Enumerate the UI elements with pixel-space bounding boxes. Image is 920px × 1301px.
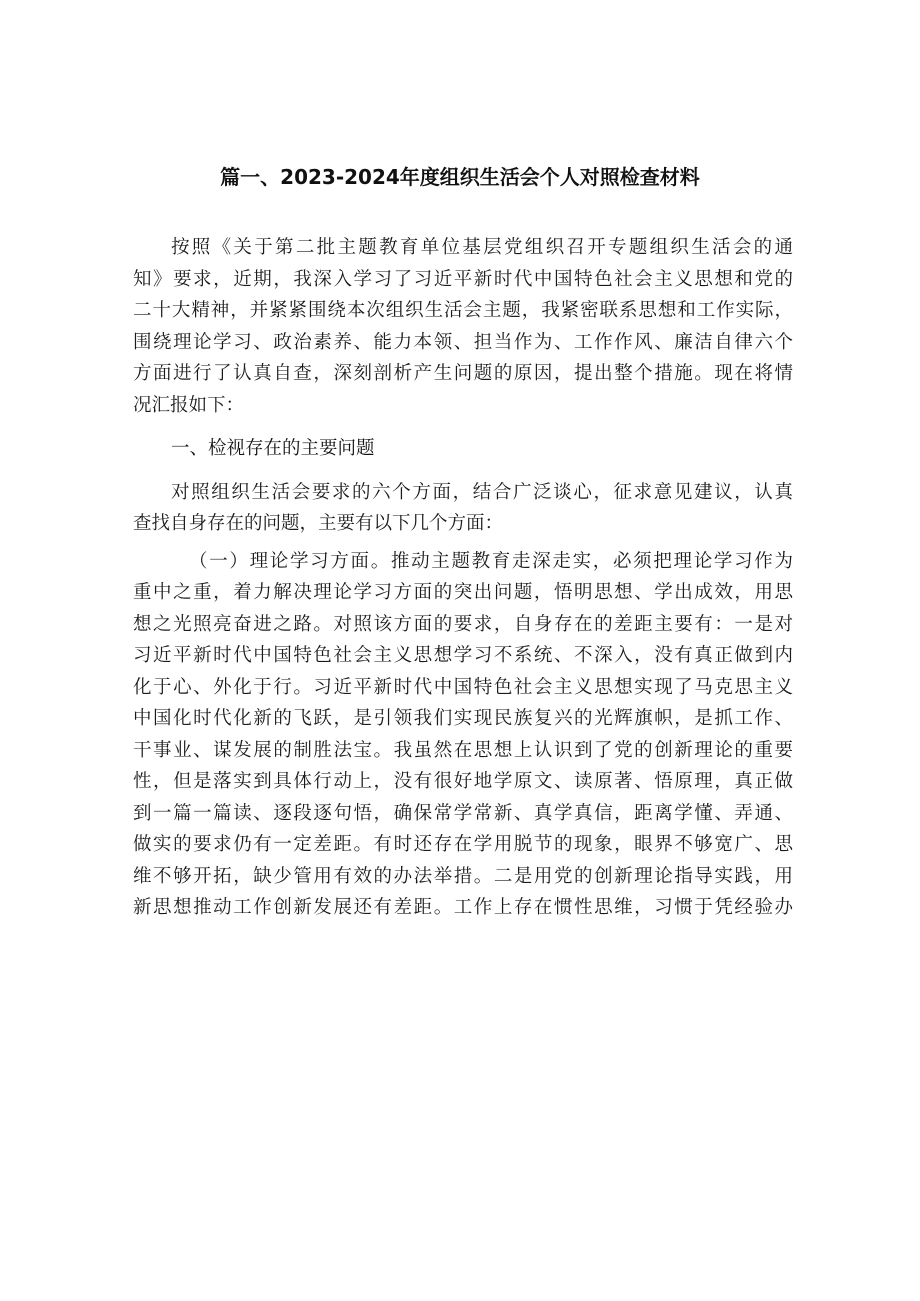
section-line: 查找自身存在的问题，主要有以下几个方面： (133, 513, 504, 534)
subsection-line: 干事业、谋发展的制胜法宝。我虽然在思想上认识到了党的创新理论的重要 (133, 739, 793, 761)
document-title: 篇一、2023-2024年度组织生活会个人对照检查材料 (220, 165, 700, 189)
subsection-line: 中国化时代化新的飞跃，是引领我们实现民族复兴的光辉旗帜，是抓工作、 (133, 708, 793, 729)
section-paragraph (133, 477, 793, 540)
document-body (133, 232, 793, 924)
section-heading: 一、检视存在的主要问题 (171, 438, 375, 459)
intro-line: 二十大精神，并紧紧围绕本次组织生活会主题，我紧密联系思想和工作实际， (133, 300, 793, 321)
subsection-line: 习近平新时代中国特色社会主义思想学习不系统、不深入，没有真正做到内 (133, 645, 793, 666)
subsection-line: 想之光照亮奋进之路。对照该方面的要求，自身存在的差距主要有：一是对 (133, 613, 793, 635)
intro-line: 况汇报如下： (133, 394, 245, 416)
subsection-line: 到一篇一篇读、逐段逐句悟，确保常学常新、真学真信，距离学懂、弄通、 (133, 802, 793, 824)
subsection-line: 性，但是落实到具体行动上，没有很好地学原文、读原著、悟原理，真正做 (133, 771, 793, 792)
intro-paragraph (133, 232, 793, 421)
intro-line: 方面进行了认真自查，深刻剖析产生问题的原因，提出整个措施。现在将情 (133, 363, 793, 384)
subsection-line: 维不够开拓，缺少管用有效的办法举措。二是用党的创新理论指导实践，用 (133, 865, 793, 887)
subsection-paragraph (133, 546, 793, 924)
section-line: 对照组织生活会要求的六个方面，结合广泛谈心，征求意见建议，认真 (171, 481, 793, 503)
intro-line: 知》要求，近期，我深入学习了习近平新时代中国特色社会主义思想和党的 (133, 268, 793, 290)
subsection-line: （一）理论学习方面。推动主题教育走深走实，必须把理论学习作为 (189, 550, 793, 572)
subsection-line: 做实的要求仍有一定差距。有时还存在学用脱节的现象，眼界不够宽广、思 (133, 834, 793, 855)
subsection-line: 化于心、外化于行。习近平新时代中国特色社会主义思想实现了马克思主义 (133, 676, 793, 698)
intro-line: 围绕理论学习、政治素养、能力本领、担当作为、工作作风、廉洁自律六个 (133, 331, 793, 353)
subsection-line: 新思想推动工作创新发展还有差距。工作上存在惯性思维，习惯于凭经验办 (133, 897, 793, 918)
subsection-line: 重中之重，着力解决理论学习方面的突出问题，悟明思想、学出成效，用思 (133, 582, 793, 603)
intro-line: 按照《关于第二批主题教育单位基层党组织召开专题组织生活会的通 (171, 237, 793, 258)
